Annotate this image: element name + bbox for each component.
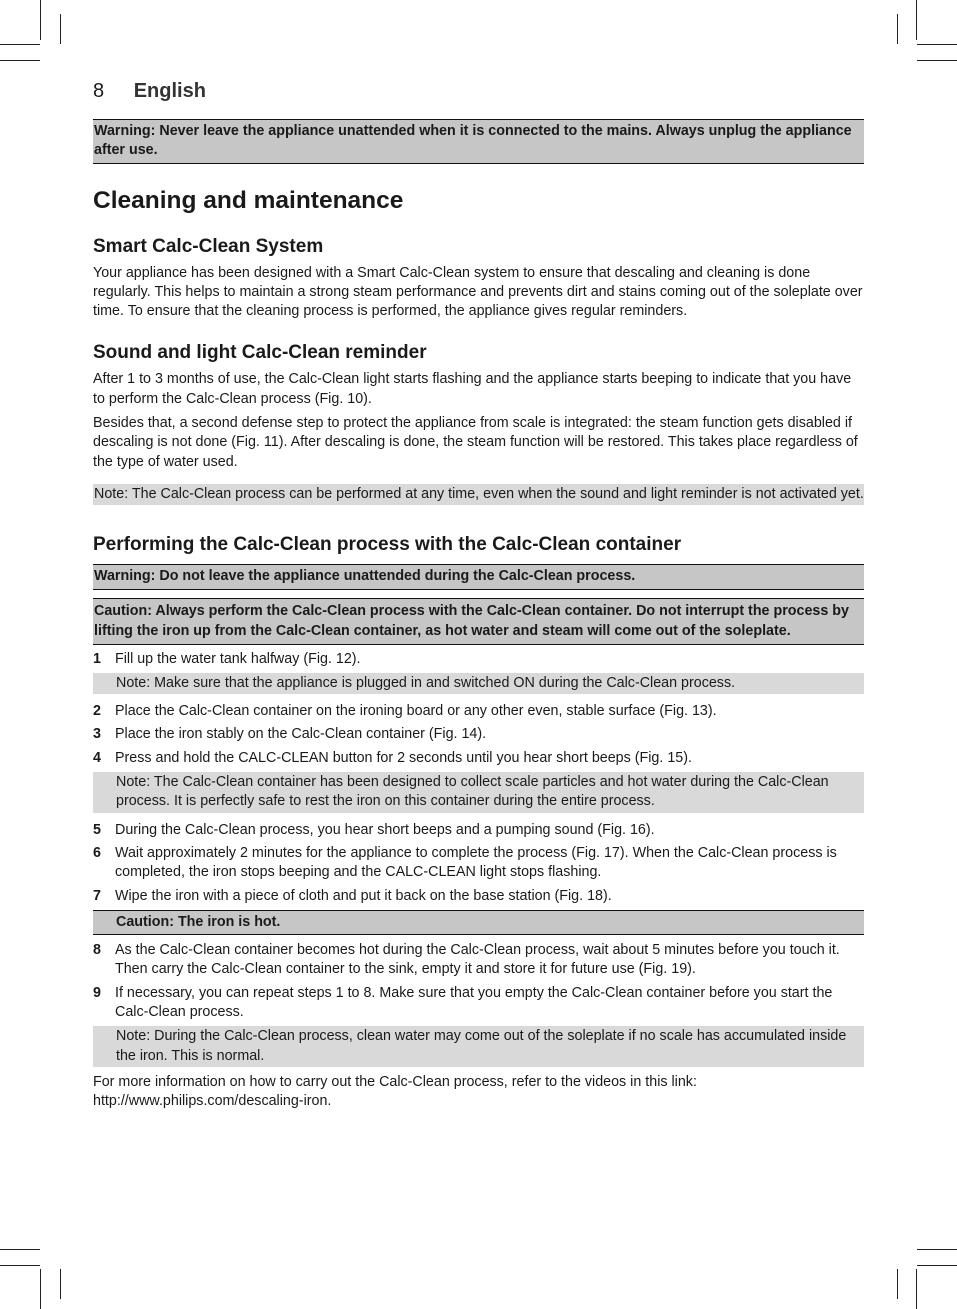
- smart-title: Smart Calc-Clean System: [93, 235, 324, 257]
- crop-mark: [897, 1269, 898, 1299]
- note-3: Note: During the Calc-Clean process, clean water may come out of the soleplate if no scale has accumulated inside the iron. This is normal.: [93, 1026, 864, 1067]
- step-number: 8: [93, 942, 101, 959]
- step-3: [93, 725, 864, 744]
- process-warning: Warning: Do not leave the appliance unattended during the Calc-Clean process.: [93, 564, 864, 589]
- crop-mark: [60, 14, 61, 44]
- crop-mark: [917, 1265, 957, 1266]
- step-6: [93, 844, 864, 883]
- section-title: Cleaning and maintenance: [93, 186, 404, 214]
- crop-mark: [917, 44, 957, 45]
- step-2: [93, 702, 864, 721]
- step-number: 5: [93, 821, 101, 838]
- warning-top: Warning: Never leave the appliance unattended when it is connected to the mains. Always unplug the appliance after use.: [93, 119, 864, 164]
- process-caution: Caution: Always perform the Calc-Clean process with the Calc-Clean container. Do not interrupt the process by lifting the iron up from the Calc-Clean container, as hot water and steam will come out of the soleplate.: [93, 598, 864, 645]
- step-9: [93, 984, 864, 1023]
- crop-mark: [0, 1265, 40, 1266]
- step-text: Wipe the iron with a piece of cloth and put it back on the base station (Fig. 18).: [115, 887, 612, 904]
- caution-hot: Caution: The iron is hot.: [93, 910, 864, 935]
- crop-mark: [60, 1269, 61, 1299]
- step-text: Place the iron stably on the Calc-Clean container (Fig. 14).: [115, 726, 487, 743]
- step-4: [93, 749, 864, 768]
- reminder-title: Sound and light Calc-Clean reminder: [93, 342, 427, 364]
- page-number: 8: [93, 80, 105, 102]
- crop-mark: [916, 0, 917, 40]
- step-text: Press and hold the CALC-CLEAN button for 2 seconds until you hear short beeps (Fig. 15).: [115, 749, 692, 766]
- step-text: If necessary, you can repeat steps 1 to 8. Make sure that you empty the Calc-Clean container before you start the Calc-Clean process.: [115, 984, 833, 1021]
- note-2: Note: The Calc-Clean container has been designed to collect scale particles and hot water during the Calc-Clean process. It is perfectly safe to rest the iron on this container during the entire process.: [93, 772, 864, 813]
- footer-link[interactable]: http://www.philips.com/descaling-iron.: [93, 1093, 332, 1110]
- step-text: Place the Calc-Clean container on the ironing board or any other even, stable surface (Fig. 13).: [115, 703, 717, 720]
- reminder-p2: Besides that, a second defense step to protect the appliance from scale is integrated: the steam function gets disabled if descaling is not done (Fig. 11). After descaling is done, the steam function will be restored. This takes place regardless of the type of water used.: [93, 415, 858, 470]
- crop-mark: [917, 60, 957, 61]
- crop-mark: [40, 0, 41, 40]
- step-number: 6: [93, 844, 101, 861]
- footer-text: For more information on how to carry out the Calc-Clean process, refer to the videos in this link:: [93, 1073, 697, 1090]
- step-1: [93, 650, 864, 669]
- step-number: 1: [93, 650, 101, 667]
- step-number: 4: [93, 749, 101, 766]
- step-5: [93, 821, 864, 840]
- step-text: As the Calc-Clean container becomes hot during the Calc-Clean process, wait about 5 minutes before you touch it. Then carry the Calc-Clean container to the sink, empty it and store it for future use (Fig. 19).: [115, 942, 840, 978]
- crop-mark: [40, 1269, 41, 1309]
- process-title: Performing the Calc-Clean process with the Calc-Clean container: [93, 534, 682, 556]
- step-number: 9: [93, 984, 101, 1001]
- language-label: English: [133, 80, 206, 102]
- step-number: 2: [93, 703, 101, 720]
- step-text: Wait approximately 2 minutes for the appliance to complete the process (Fig. 17). When the Calc-Clean process is completed, the iron stops beeping and the CALC-CLEAN light stops flashing.: [115, 844, 837, 881]
- note-1: Note: Make sure that the appliance is plugged in and switched ON during the Calc-Clean process.: [93, 673, 864, 694]
- step-7: [93, 887, 864, 906]
- step-8: [93, 941, 864, 980]
- smart-body: Your appliance has been designed with a Smart Calc-Clean system to ensure that descaling and cleaning is done regularly. This helps to maintain a strong steam performance and prevents dirt and stains coming out of the soleplate over time. To ensure that the cleaning process is performed, the appliance gives regular reminders.: [93, 264, 863, 320]
- crop-mark: [0, 44, 40, 45]
- reminder-p1: After 1 to 3 months of use, the Calc-Clean light starts flashing and the appliance starts beeping to indicate that you have to perform the Calc-Clean process (Fig. 10).: [93, 371, 852, 407]
- reminder-note: Note: The Calc-Clean process can be performed at any time, even when the sound and light reminder is not activated yet.: [93, 484, 864, 505]
- page-content: [93, 119, 864, 1112]
- crop-mark: [917, 1249, 957, 1250]
- step-number: 7: [93, 887, 101, 904]
- crop-mark: [0, 1249, 40, 1250]
- crop-mark: [916, 1269, 917, 1309]
- step-text: Fill up the water tank halfway (Fig. 12).: [115, 650, 361, 667]
- step-text: During the Calc-Clean process, you hear short beeps and a pumping sound (Fig. 16).: [115, 821, 655, 838]
- step-number: 3: [93, 726, 101, 743]
- page-header: [93, 80, 206, 103]
- crop-mark: [897, 14, 898, 44]
- crop-mark: [0, 60, 40, 61]
